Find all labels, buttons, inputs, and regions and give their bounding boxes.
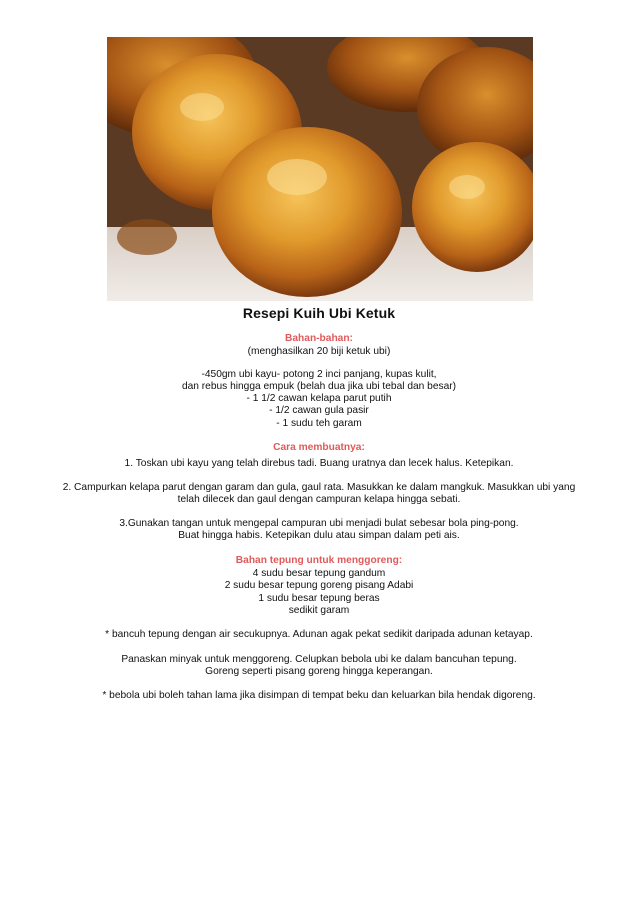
ingredients-heading: Bahan-bahan: [285,333,353,344]
batter-note-1: * bancuh tepung dengan air secukupnya. Adunan agak pekat sedikit daripada adunan ketayap. [105,629,533,640]
storage-note: * bebola ubi boleh tahan lama jika disimpan di tempat beku dan keluarkan bila hendak digoreng. [102,690,536,701]
method-step-2-line-1: 2. Campurkan kelapa parut dengan garam dan gula, gaul rata. Masukkan ke dalam mangkuk. Masukkan ubi yang [62,482,576,493]
method-step-3-line-1: 3.Gunakan tangan untuk mengepal campuran ubi menjadi bulat sebesar bola ping-pong. [119,518,519,529]
frying-line-1: Panaskan minyak untuk menggoreng. Celupkan bebola ubi ke dalam bancuhan tepung. [121,654,517,665]
ingredient-item: - 1 1/2 cawan kelapa parut putih [246,393,392,404]
recipe-photo [107,37,533,301]
batter-heading: Bahan tepung untuk menggoreng: [235,555,403,566]
batter-item: sedikit garam [288,605,350,616]
yield-text: (menghasilkan 20 biji ketuk ubi) [247,346,391,357]
method-step-1: 1. Toskan ubi kayu yang telah direbus tadi. Buang uratnya dan lecek halus. Ketepikan. [124,458,514,469]
batter-item: 4 sudu besar tepung gandum [252,568,386,579]
batter-item: 2 sudu besar tepung goreng pisang Adabi [224,580,414,591]
ingredient-item: - 1 sudu teh garam [276,418,362,429]
batter-item: 1 sudu besar tepung beras [258,593,380,604]
ingredient-item: dan rebus hingga empuk (belah dua jika ubi tebal dan besar) [181,381,457,392]
method-step-2-line-2: telah dilecek dan gaul dengan campuran kelapa hingga sebati. [177,494,461,505]
ingredient-item: - 1/2 cawan gula pasir [269,405,369,416]
recipe-title: Resepi Kuih Ubi Ketuk [242,305,396,321]
method-step-3-line-2: Buat hingga habis. Ketepikan dulu atau simpan dalam peti ais. [178,530,460,541]
fried-balls-illustration [107,37,533,301]
frying-line-2: Goreng seperti pisang goreng hingga keperangan. [205,666,433,677]
method-heading: Cara membuatnya: [273,442,365,453]
ingredient-item: -450gm ubi kayu- potong 2 inci panjang, kupas kulit, [201,369,437,380]
